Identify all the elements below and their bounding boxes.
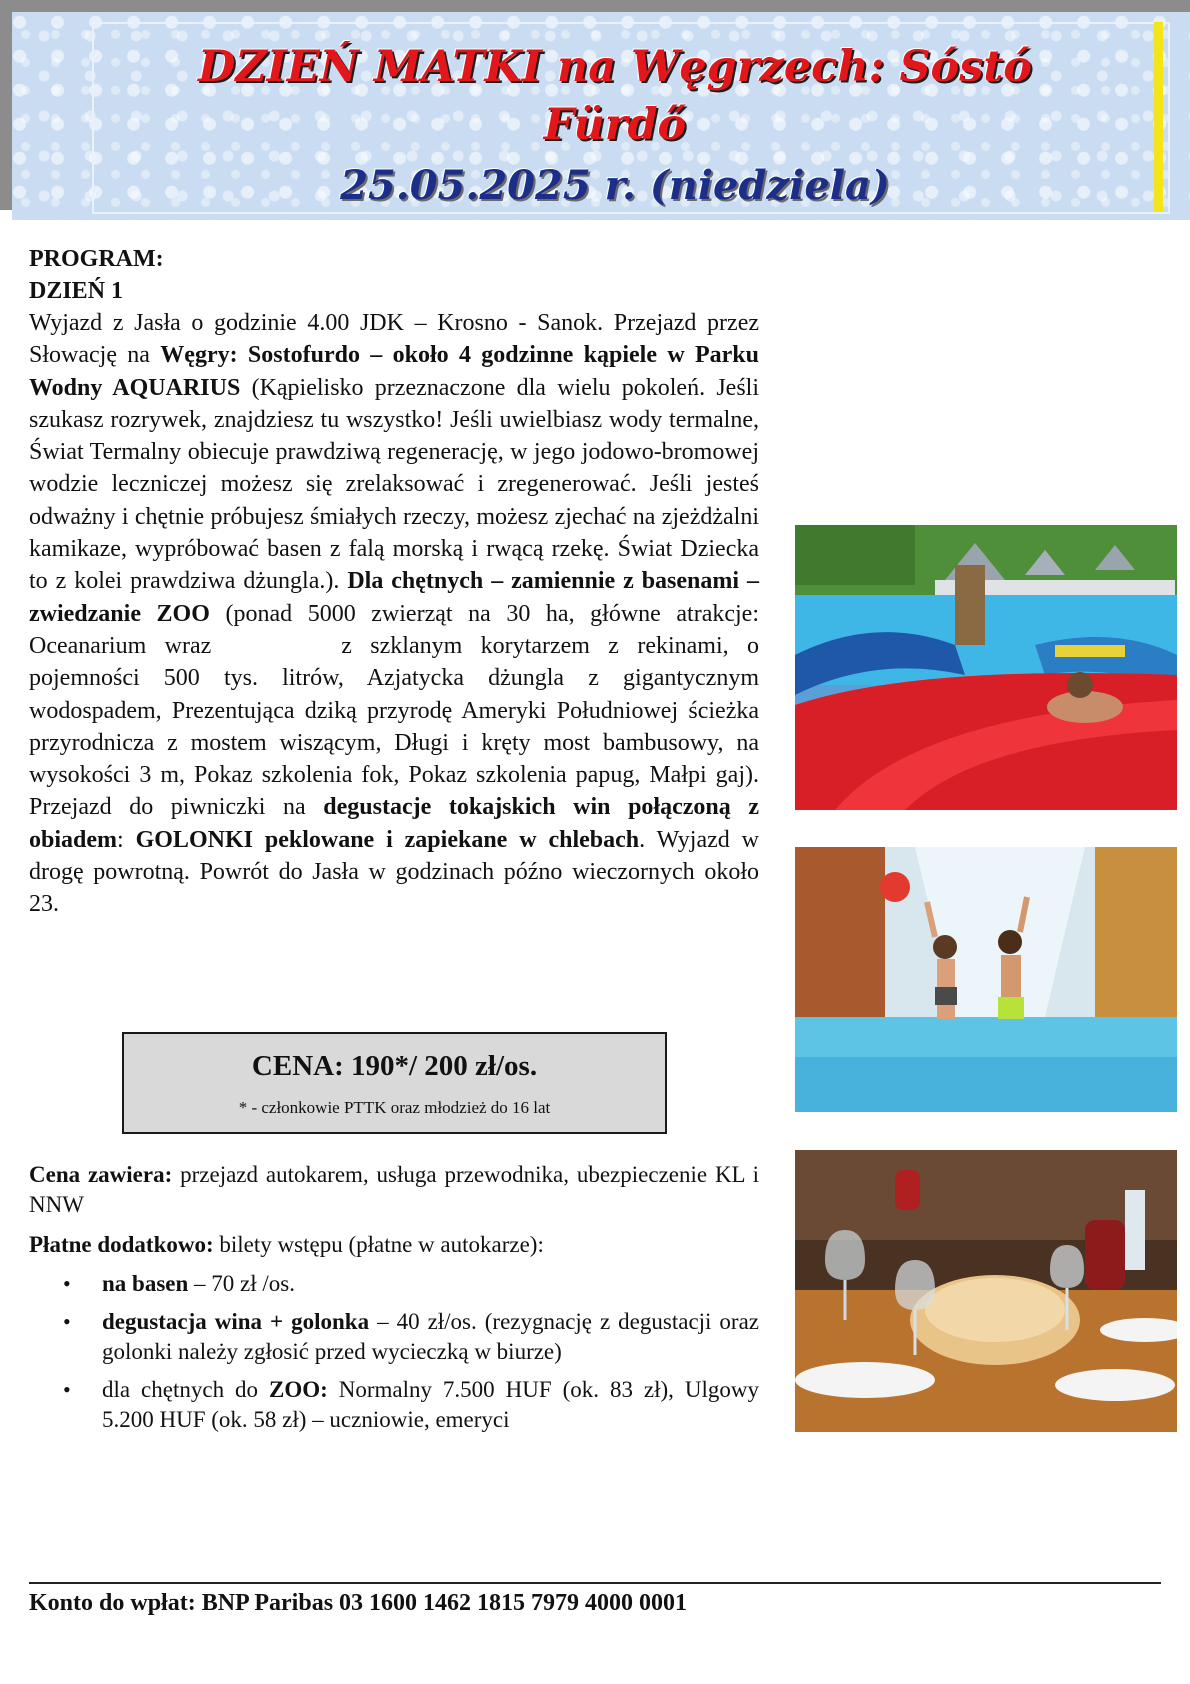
includes-label: Cena zawiera: [29, 1162, 173, 1187]
accent-bar [1154, 22, 1163, 212]
program-text: (Kąpielisko przeznaczone dla wielu pokoleń. Jeśli szukasz rozrywek, znajdziesz tu wszystko! Jeśli uwielbiasz wody termalne, Świat Termalny obiecuje prawdziwą regenerację, w jego jodowo-bromowej wodzie leczniczej możesz się zrelaksować i zregenerować. Jeśli jesteś odważny i chętnie próbujesz śmiałych rzeczy, możesz zjechać na zjeżdżalni kamikaze, wypróbować basen z falą morską i rwącą rzekę. Świat Dziecka to z kolei prawdziwa dżungla.). [29, 374, 760, 595]
price-main: CENA: 190*/ 200 zł/os. [251, 1050, 538, 1082]
waterfall-photo [795, 847, 1177, 1112]
list-item [29, 1269, 759, 1299]
banner-frame-left [0, 0, 12, 210]
includes-text: przejazd autokarem, usługa przewodnika, ubezpieczenie KL i NNW [29, 1162, 759, 1217]
bank-account: Konto do wpłat: BNP Paribas 03 1600 1462 1815 7979 4000 0001 [29, 1590, 688, 1616]
extra-costs-list [29, 1269, 759, 1443]
price-includes [29, 1160, 759, 1220]
list-item [29, 1307, 759, 1367]
program-text: : [117, 826, 136, 853]
program-text-bold: Węgry: Sostofurdo – około 4 godzinne kąpiele w Parku Wodny AQUARIUS [29, 342, 759, 401]
item-bold: ZOO: [268, 1377, 328, 1402]
extra-text: bilety wstępu (płatne w autokarze): [213, 1232, 544, 1257]
program-text: z szklanym korytarzem z rekinami, o pojemności 500 tys. litrów, Azjatycka dżungla z gigantycznym wodospadem, Prezentująca dziką przyrodę Ameryki Południowej ścieżka przyrodnicza z mostem wiszącym, Długi i kręty most bambusowy, na wysokości 3 m, Pokaz szkolenia fok, Pokaz szkolenia papug, Małpi gaj). Przejazd do piwniczki na [29, 632, 759, 821]
program-heading: PROGRAM: [29, 246, 164, 272]
aquapark-photo [795, 525, 1177, 810]
day-heading: DZIEŃ 1 [29, 278, 124, 304]
list-item [29, 1375, 759, 1435]
item-text: – 40 zł/os. (rezygnację z degustacji oraz golonki należy zgłosić przed wycieczką w biurze) [102, 1309, 759, 1364]
program-text-bold: Dla chętnych – zamiennie z basenami – zwiedzanie ZOO [29, 568, 759, 627]
page-title [110, 38, 1120, 154]
price-note: * - członkowie PTTK oraz młodzież do 16 lat [238, 1098, 551, 1117]
program-text: (ponad 5000 zwierząt na 30 ha, główne atrakcje: Oceanarium wraz [29, 600, 759, 659]
program-description [29, 307, 759, 921]
footer-divider [29, 1582, 1161, 1584]
event-date: 25.05.2025 r. (niedziela) [340, 162, 890, 209]
item-bold: degustacja wina + golonka [102, 1309, 370, 1334]
item-text: – 70 zł /os. [188, 1271, 295, 1296]
banner-frame-top [0, 0, 1190, 12]
title-line-1: DZIEŃ MATKI na Węgrzech: Sóstó [198, 42, 1032, 92]
program-text: Wyjazd z Jasła o godzinie 4.00 JDK – Krosno - Sanok. Przejazd przez Słowację na [29, 310, 759, 369]
item-bold: na basen [102, 1271, 189, 1296]
item-text: Normalny 7.500 HUF (ok. 83 zł), Ulgowy 5.200 HUF (ok. 58 zł) – uczniowie, emeryci [102, 1377, 759, 1432]
title-line-2: Fürdő [543, 100, 687, 150]
item-pre: dla chętnych do [102, 1377, 269, 1402]
extra-costs [29, 1230, 759, 1260]
program-text: . Wyjazd w drogę powrotną. Powrót do Jasła w godzinach późno wieczornych około 23. [29, 826, 759, 918]
program-text-bold: degustacje tokajskich win połączoną z obiadem [29, 794, 759, 853]
extra-label: Płatne dodatkowo: [29, 1232, 214, 1257]
dinner-photo [795, 1150, 1177, 1432]
program-text-bold: GOLONKI peklowane i zapiekane w chlebach [135, 826, 640, 853]
price-box [122, 1032, 667, 1134]
